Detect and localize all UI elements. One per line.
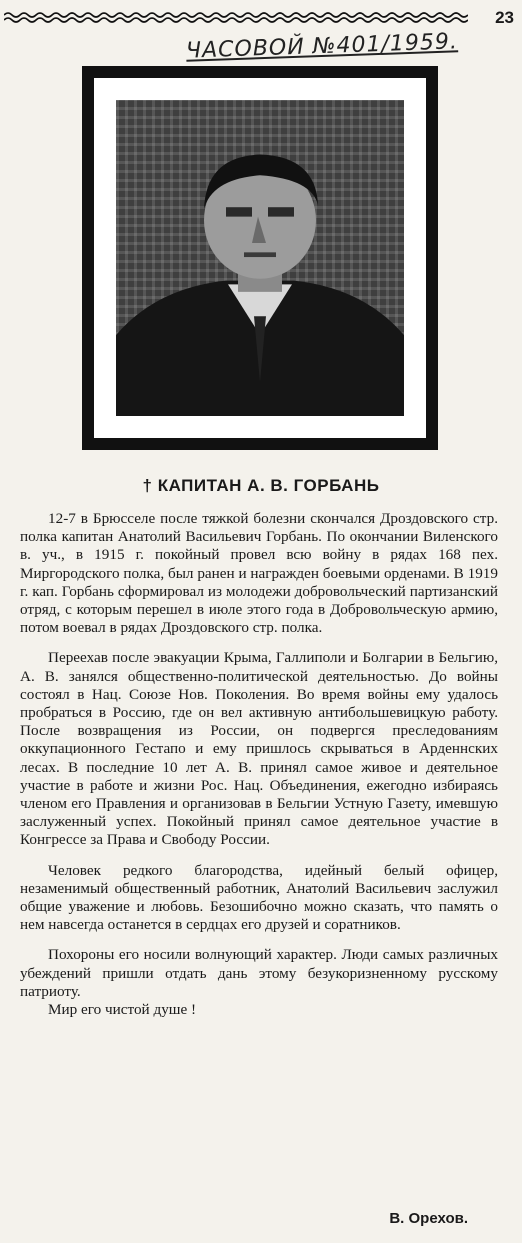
paragraph-3: Человек редкого благородства, идейный белый офицер, незаменимый общественный работник, Анатолий Васильевич заслужил общие уважение и любовь. Безошибочно можно сказать, что память о нем навсегда останется в сердцах его друзей и соратников. <box>20 861 498 934</box>
top-wavy-rule <box>4 10 468 24</box>
paragraph-2: Переехав после эвакуации Крыма, Галлиполи и Болгарии в Бельгию, А. В. занялся общественно-политической деятельностью. До войны состоял в Нац. Союзе Нов. Поколения. Во время войны ему удалось пробраться в Россию, где он вел активную антибольшевицкую работу. После возвращения из России, он подвергся преследованиям оккупационного Гестапо и ему пришлось скрываться в Арденнских лесах. В последние 10 лет А. В. принял самое живое и деятельное участие в работе и жизни Рос. Нац. Объединения, ежегодно избираясь членом его Правления и организовав в Бельгии Устную Газету, имевшую заслуженный успех. Покойный принял самое деятельное участие в Конгрессе за Права и Свободу России. <box>20 649 498 849</box>
page-number: 23 <box>495 8 514 27</box>
photo-frame <box>82 66 438 450</box>
paragraph-4: Похороны его носили волнующий характер. Люди самых различных убеждений пришли отдать дань этому безукоризненному русскому патриоту. <box>20 946 498 1000</box>
obituary-article <box>20 510 498 1019</box>
signature: В. Орехов. <box>389 1210 468 1227</box>
portrait-photo <box>116 100 404 416</box>
paragraph-1: 12-7 в Брюсселе после тяжкой болезни скончался Дроздовского стр. полка капитан Анатолий Васильевич Горбань. По окончании Виленского в. уч., в 1915 г. покойный провел всю войну в рядах 168 пех. Миргородского полка, был ранен и награжден боевыми орденами. В 1919 г. кап. Горбань сформировал из молодежи добровольческий партизанский отряд, с которым перешел в июле этого года в Добровольческую армию, потом воевал в рядах Дроздовского стр. полка. <box>20 510 498 637</box>
handwritten-note: ЧАСОВОЙ №401/1959. <box>185 29 459 64</box>
obituary-heading: † КАПИТАН А. В. ГОРБАНЬ <box>142 476 380 495</box>
portrait-photo-icon <box>116 100 404 416</box>
closing-line: Мир его чистой душе ! <box>48 1001 197 1019</box>
